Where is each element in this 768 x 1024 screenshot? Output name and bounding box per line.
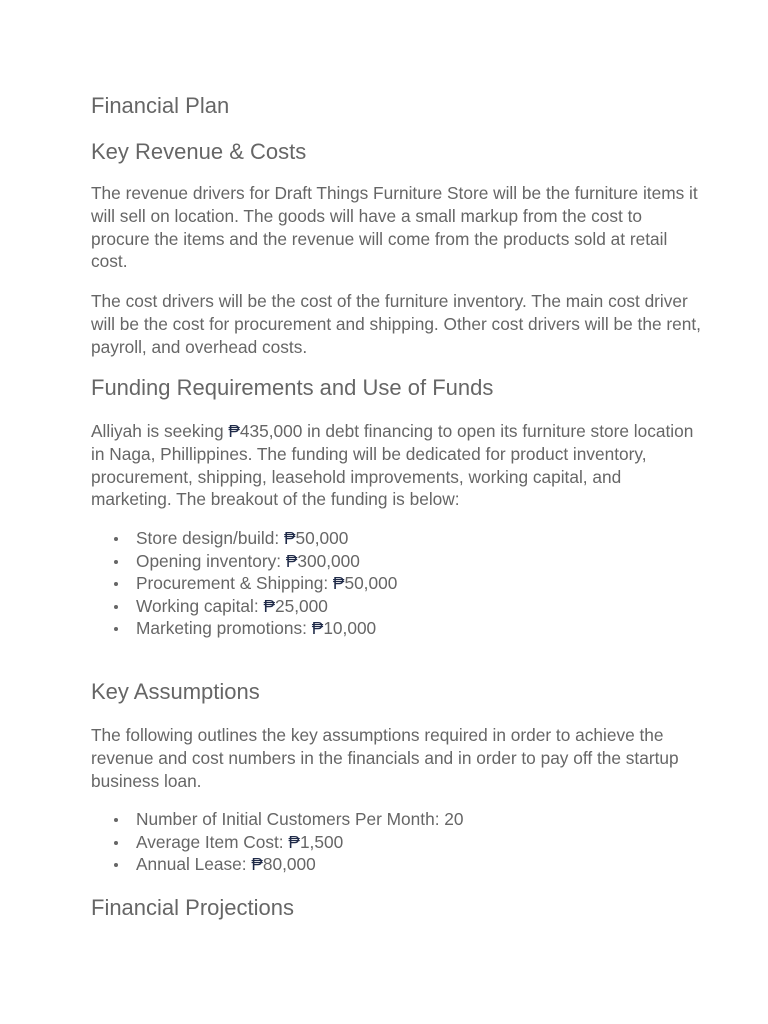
peso-symbol: ₱ <box>311 618 324 639</box>
list-item-value: 25,000 <box>274 595 328 616</box>
bullet-icon <box>114 605 118 609</box>
peso-symbol: ₱ <box>228 421 240 441</box>
paragraph-assumptions-intro: The following outlines the key assumptions required in order to achieve the revenue and cost numbers in the financials and in order to pay off the startup business loan. <box>91 725 679 791</box>
assumptions-list <box>91 808 464 876</box>
list-item-average-item-cost <box>91 831 464 854</box>
paragraph-cost-drivers: The cost drivers will be the cost of the furniture inventory. The main cost driver will be the cost for procurement and shipping. Other cost drivers will be the rent, payroll, and overhead costs. <box>91 291 701 357</box>
list-item-opening-inventory <box>91 550 397 573</box>
list-item-label: Number of Initial Customers Per Month: 20 <box>136 809 464 829</box>
list-item-value: 1,500 <box>299 831 344 852</box>
heading-financial-projections: Financial Projections <box>91 895 294 920</box>
peso-symbol: ₱ <box>288 831 300 852</box>
funding-intro-text: Alliyah is seeking <box>91 421 229 441</box>
bullet-icon <box>114 627 118 631</box>
list-item-marketing-promotions <box>91 617 397 640</box>
bullet-icon <box>114 863 118 867</box>
peso-symbol: ₱ <box>251 854 263 875</box>
list-item-store-design <box>91 527 397 550</box>
peso-symbol: ₱ <box>263 595 275 616</box>
funding-intro-text-rest: 435,000 in debt financing to open its furniture store location in Naga, Phillippines. The funding will be dedicated for product inventory, procurement, shipping, leasehold improvements, working capital, and marketing. The breakout of the funding is below: <box>91 421 694 510</box>
peso-symbol: ₱ <box>283 528 296 548</box>
heading-financial-plan: Financial Plan <box>91 93 230 118</box>
bullet-icon <box>114 582 118 586</box>
bullet-icon <box>114 818 118 822</box>
paragraph-revenue-drivers: The revenue drivers for Draft Things Furniture Store will be the furniture items it will sell on location. The goods will have a small markup from the cost to procure the items and the revenue will come from the products sold at retail cost. <box>91 183 698 272</box>
bullet-icon <box>114 841 118 845</box>
list-item-label: Marketing promotions: <box>136 618 312 639</box>
list-item-label: Working capital: <box>136 595 264 616</box>
list-item-label: Annual Lease: <box>136 854 252 875</box>
list-item-value: 50,000 <box>344 573 398 594</box>
list-item-label: Procurement & Shipping: <box>136 573 333 594</box>
list-item-label: Average Item Cost: <box>136 831 289 852</box>
peso-symbol: ₱ <box>285 550 298 571</box>
list-item-annual-lease <box>91 853 464 876</box>
list-item-value: 10,000 <box>323 618 377 639</box>
heading-key-revenue-costs: Key Revenue & Costs <box>91 139 307 164</box>
heading-funding-requirements: Funding Requirements and Use of Funds <box>91 375 494 400</box>
bullet-icon <box>114 560 118 564</box>
funding-breakout-list <box>91 527 397 640</box>
list-item-value: 50,000 <box>295 528 349 548</box>
paragraph-funding-intro <box>91 420 701 511</box>
list-item-label: Store design/build: <box>136 528 284 548</box>
list-item-value: 80,000 <box>262 854 316 875</box>
list-item-value: 300,000 <box>297 550 360 571</box>
bullet-icon <box>114 537 118 541</box>
list-item-working-capital <box>91 595 397 618</box>
heading-key-assumptions: Key Assumptions <box>91 679 260 704</box>
peso-symbol: ₱ <box>332 573 345 594</box>
list-item-initial-customers <box>91 808 464 831</box>
list-item-label: Opening inventory: <box>136 550 286 571</box>
list-item-procurement-shipping <box>91 572 397 595</box>
